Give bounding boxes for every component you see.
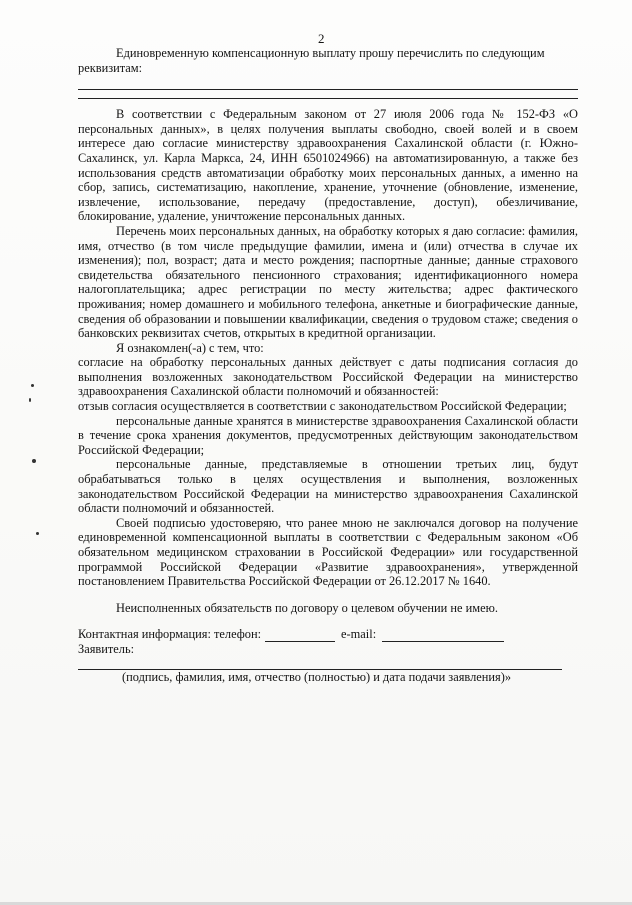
consent-intro-paragraph: В соответствии с Федеральным законом от 27 июля 2006 года № 152-ФЗ «О персональных данных», в целях получения выплаты свободно, своей волей и в своем интересе даю согласие министерству здравоохранения Сахалинской области (г. Южно-Сахалинск, ул. Карла Маркса, 24, ИНН 6501024966) на автоматизированную, а также без использования средств автоматизации обработку моих персональных данных, а именно на сбор, запись, систематизацию, накопление, хранение, уточнение (обновление, изменение, извлечение, использование, передачу (предоставление, доступ), обезличивание, блокирование, удаление, уничтожение персональных данных. bbox=[78, 107, 578, 224]
page-number: 2 bbox=[318, 31, 325, 46]
email-label: e-mail: bbox=[341, 627, 377, 642]
no-obligations-paragraph: Неисполненных обязательств по договору о целевом обучении не имею. bbox=[116, 600, 498, 615]
document-body bbox=[78, 46, 578, 684]
acknowledged-paragraph: Я ознакомлен(-а) с тем, что: bbox=[116, 340, 264, 355]
data-list-paragraph: Перечень моих персональных данных, на обработку которых я даю согласие: фамилия, имя, отчество (в том числе предыдущие фамилии, имена и (или) отчества в случае их изменения); пол, возраст; дата и место рождения; паспортные данные; данные страхового свидетельства обязательного пенсионного страхования; идентификационного номера налогоплательщика; адрес регистрации по месту жительства; адрес фактического проживания; номер домашнего и мобильного телефона, анкетные и биографические данные, сведения об образовании и повышении квалификации, сведения о трудовом стаже; сведения о банковских реквизитах счетов, открытых в кредитной организации. bbox=[78, 223, 578, 341]
phone-field[interactable] bbox=[265, 630, 335, 642]
email-field[interactable] bbox=[382, 630, 504, 642]
scan-speck bbox=[29, 398, 31, 402]
certify-paragraph: Своей подписью удостоверяю, что ранее мною не заключался договор на получение единовременной компенсационной выплаты в соответствии с Федеральным законом «Об обязательном медицинском страховании в Российской Федерации» или государственной программой Российской Федерации «Развитие здравоохранения», утвержденной постановлением Правительства Российской Федерации от 26.12.2017 № 1640. bbox=[78, 515, 578, 589]
signature-caption: (подпись, фамилия, имя, отчество (полностью) и дата подачи заявления)» bbox=[122, 669, 512, 684]
scan-speck bbox=[36, 532, 39, 535]
bank-details-line-1[interactable] bbox=[78, 89, 578, 90]
storage-paragraph: персональные данные хранятся в министерстве здравоохранения Сахалинской области в течение срока хранения документов, предусмотренных действующим законодательством Российской Федерации; bbox=[78, 413, 578, 457]
payment-request-line2: реквизитам: bbox=[78, 60, 143, 75]
withdrawal-paragraph: отзыв согласия осуществляется в соответствии с законодательством Российской Федерации; bbox=[78, 399, 567, 414]
applicant-label: Заявитель: bbox=[78, 641, 135, 656]
scan-speck bbox=[31, 384, 34, 387]
third-party-paragraph: персональные данные, представляемые в отношении третьих лиц, будут обрабатываться только в целях осуществления и выполнения, возложенных законодательством Российской Федерации на министерство здравоохранения Сахалинской области полномочий и обязанностей. bbox=[78, 457, 578, 516]
scan-speck bbox=[32, 459, 36, 463]
consent-valid-paragraph: согласие на обработку персональных данных действует с даты подписания согласия до выполнения возложенных законодательством Российской Федерации на министерство здравоохранения Сахалинской области полномочий и обязанностей: bbox=[78, 355, 578, 399]
contact-label: Контактная информация: телефон: bbox=[78, 627, 262, 642]
contact-row bbox=[78, 627, 578, 642]
payment-request-line1: Единовременную компенсационную выплату прошу перечислить по следующим bbox=[116, 46, 545, 60]
